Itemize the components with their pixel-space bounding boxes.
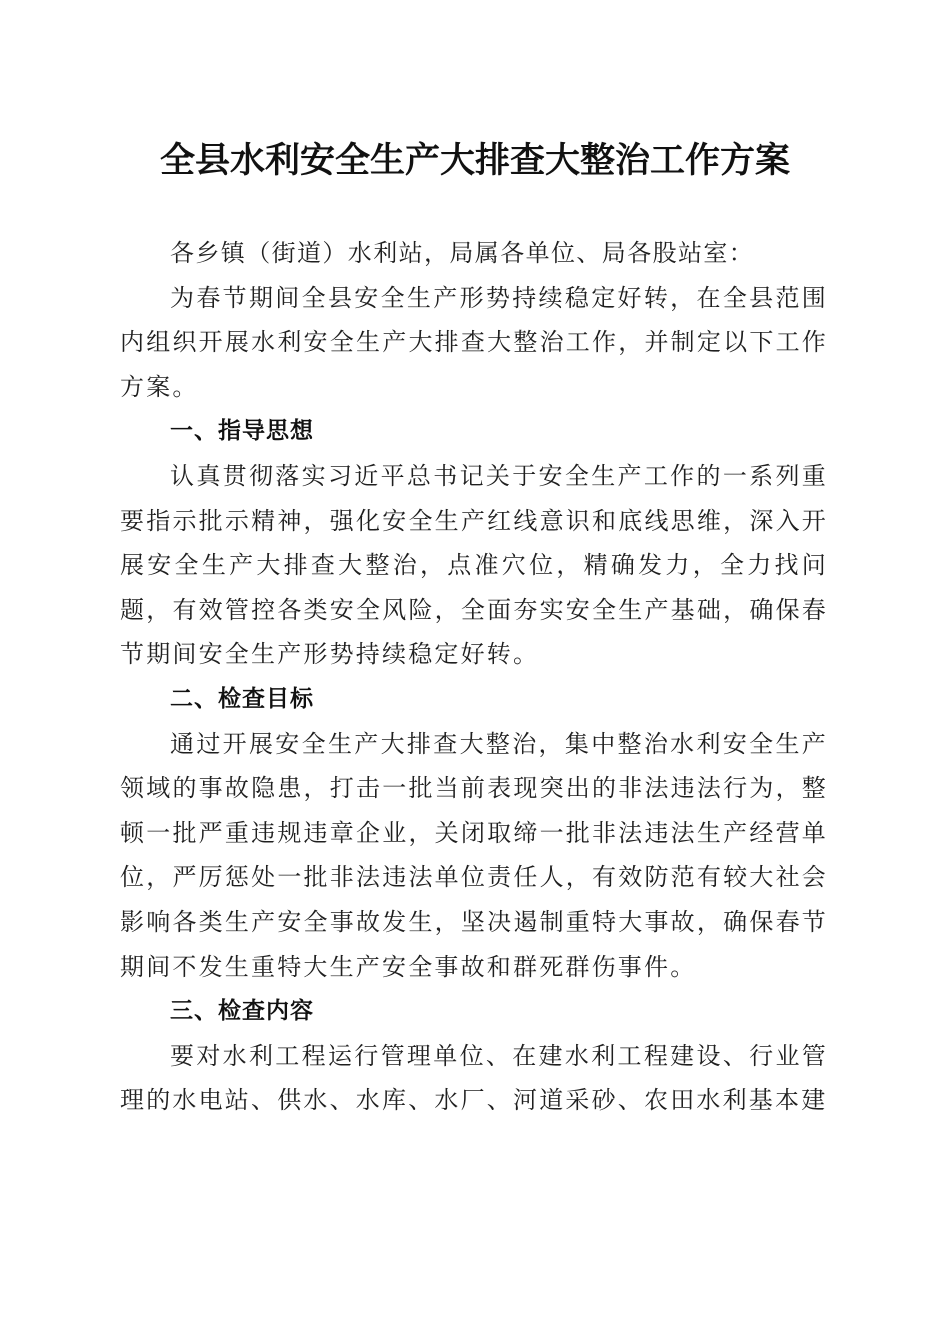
- section-heading-inspection-goals: 二、检查目标: [170, 685, 314, 712]
- section-paragraph-guiding-ideology: 认真贯彻落实习近平总书记关于安全生产工作的一系列重要指示批示精神，强化安全生产红线意识和底线思维，深入开展安全生产大排查大整治，点准穴位，精确发力，全力找问题，有效管控各类安全风险，全面夯实安全生产基础，确保春节期间安全生产形势持续稳定好转。: [120, 461, 828, 669]
- document-body: [120, 231, 828, 1123]
- salutation: 各乡镇（街道）水利站，局属各单位、局各股站室：: [170, 239, 755, 267]
- section-heading-inspection-content: 三、检查内容: [170, 998, 314, 1025]
- document-title: 全县水利安全生产大排查大整治工作方案: [159, 140, 790, 181]
- section-paragraph-inspection-goals: 通过开展安全生产大排查大整治，集中整治水利安全生产领域的事故隐患，打击一批当前表现突出的非法违法行为，整顿一批严重违规违章企业，关闭取缔一批非法违法生产经营单位，严厉惩处一批非法违法单位责任人，有效防范有较大社会影响各类生产安全事故发生，坚决遏制重特大事故，确保春节期间不发生重特大生产安全事故和群死群伤事件。: [120, 729, 828, 981]
- section-paragraph-inspection-content: 要对水利工程运行管理单位、在建水利工程建设、行业管理的水电站、供水、水库、水厂、河道采砂、农田水利基本建: [120, 1041, 828, 1115]
- intro-paragraph: 为春节期间全县安全生产形势持续稳定好转，在全县范围内组织开展水利安全生产大排查大整治工作，并制定以下工作方案。: [120, 283, 828, 401]
- section-heading-guiding-ideology: 一、指导思想: [170, 418, 314, 445]
